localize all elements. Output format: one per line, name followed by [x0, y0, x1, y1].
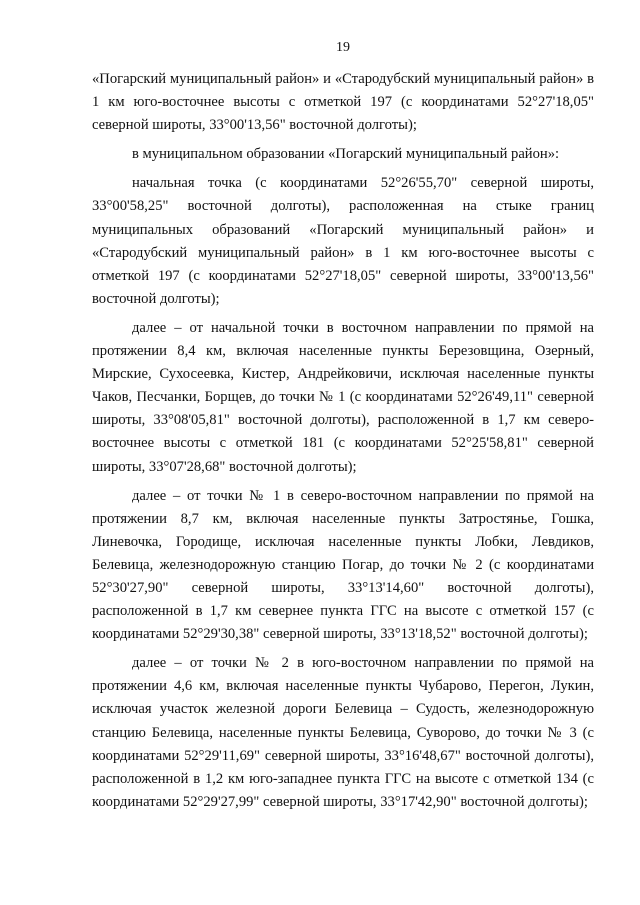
page-number: 19	[336, 40, 350, 55]
paragraph-1: «Погарский муниципальный район» и «Стародубский муниципальный район» в 1 км юго-восточнее высоты с отметкой 197 (с координатами 52°27'18,05" северной широты, 33°00'13,56" восточной долготы);	[92, 71, 594, 134]
paragraph-6: далее – от точки № 2 в юго-восточном направлении по прямой на протяжении 4,6 км, включая населенные пункты Чубарово, Перегон, Лукин, исключая участок железной дороги Белевица – Судость, железнодорожную станцию Белевица, населенные пункты Белевица, Суворово, до точки № 3 (с координатами 52°29'11,69" северной широты, 33°16'48,67" восточной долготы), расположенной в 1,2 км юго-западнее пункта ГГС на высоте с отметкой 134 (с координатами 52°29'27,99" северной широты, 33°17'42,90" восточной долготы);	[92, 655, 594, 810]
document-body	[92, 68, 594, 814]
paragraph-5: далее – от точки № 1 в северо-восточном направлении по прямой на протяжении 8,7 км, включая населенные пункты Затростянье, Гошка, Линевочка, Городище, исключая населенные пункты Лобки, Левдиков, Белевица, железнодорожную станцию Погар, до точки № 2 (с координатами 52°30'27,90" северной широты, 33°13'14,60" восточной долготы), расположенной в 1,7 км севернее пункта ГГС на высоте с отметкой 157 (с координатами 52°29'30,38" северной широты, 33°13'18,52" восточной долготы);	[92, 487, 594, 643]
paragraph-4: далее – от начальной точки в восточном направлении по прямой на протяжении 8,4 км, включая населенные пункты Березовщина, Озерный, Мирские, Сухосеевка, Кистер, Андрейковичи, исключая населенные пункты Чаков, Песчанки, Борщев, до точки № 1 (с координатами 52°26'49,11" северной широты, 33°08'05,81" восточной долготы), расположенной в 1,7 км северо-восточнее высоты с отметкой 181 (с координатами 52°25'58,81" северной широты, 33°07'28,68" восточной долготы);	[92, 319, 594, 475]
paragraph-3: начальная точка (с координатами 52°26'55,70" северной широты, 33°00'58,25" восточной долготы), расположенная на стыке границ муниципальных образований «Погарский муниципальный район» и «Стародубский муниципальный район» в 1 км юго-восточнее высоты с отметкой 197 (с координатами 52°27'18,05" северной широты, 33°00'13,56" восточной долготы);	[92, 175, 594, 307]
paragraph-2: в муниципальном образовании «Погарский муниципальный район»:	[132, 146, 560, 163]
